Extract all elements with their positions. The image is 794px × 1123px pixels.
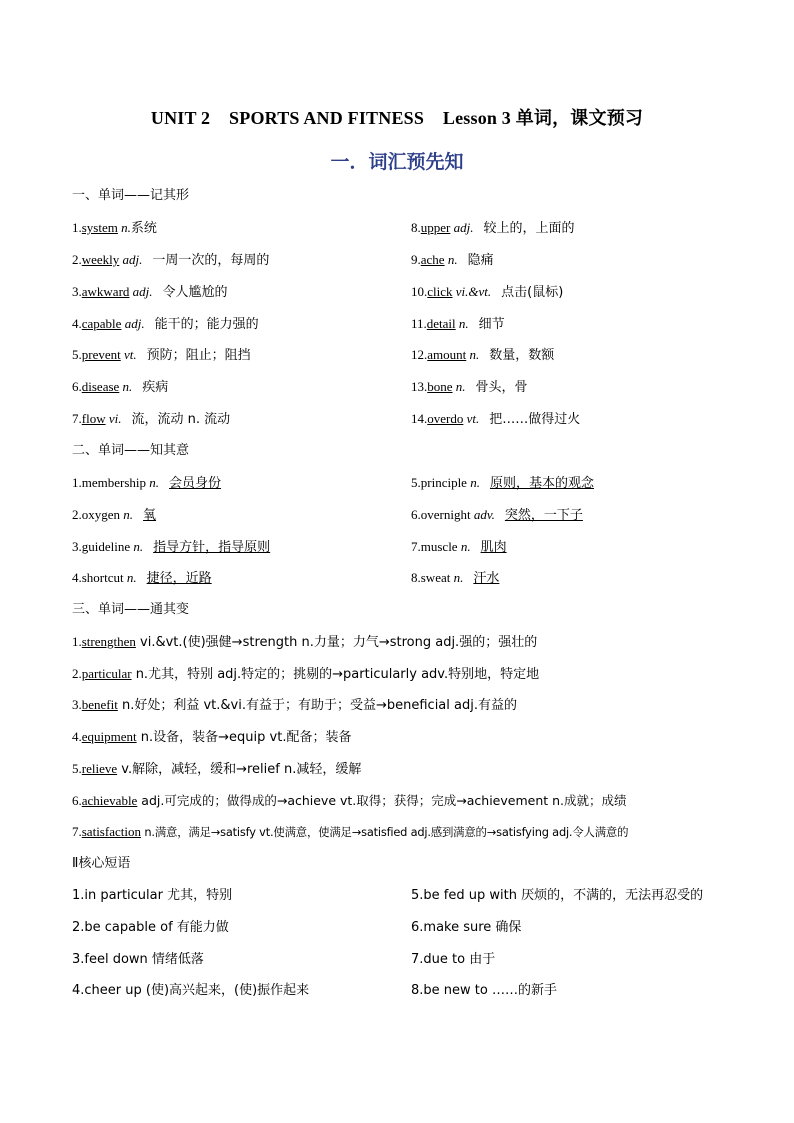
vocab-item: 14.overdo vt. 把……做得过火 [411,411,581,427]
vocab-item: 5.principle n. 原则，基本的观念 [411,475,594,491]
vocab-item: 5.prevent vt. 预防；阻止；阻挡 [72,347,251,363]
phrase-item: 3.feel down 情绪低落 [72,952,204,967]
derivation-item: 7.satisfaction n.满意，满足→satisfy vt.使满意，使满足→satisfied adj.感到满意的→satisfying adj.令人满意的 [72,824,629,839]
derivation-item: 1.strengthen vi.&vt.(使)强健→strength n.力量；力气→strong adj.强的；强壮的 [72,634,538,650]
phrase-item: 2.be capable of 有能力做 [72,920,229,935]
vocab-item: 7.flow vi. 流，流动 n. 流动 [72,411,231,427]
page-title: UNIT 2 SPORTS AND FITNESS Lesson 3 单词，课文预习 [150,108,644,128]
phrase-item: 6.make sure 确保 [411,920,522,935]
phrase-item: 8.be new to ……的新手 [411,983,557,998]
vocab-item: 4.capable adj. 能干的；能力强的 [72,316,259,332]
derivation-item: 6.achievable adj.可完成的；做得成的→achieve vt.取得；获得；完成→achievement n.成就；成绩 [72,793,627,808]
derivation-item: 4.equipment n.设备，装备→equip vt.配备；装备 [72,729,352,745]
vocab-item: 2.weekly adj. 一周一次的，每周的 [72,252,270,268]
derivation-item: 3.benefit n.好处；利益 vt.&vi.有益于；有助于；受益→beneficial adj.有益的 [72,697,517,713]
vocab-item: 3.guideline n. 指导方针，指导原则 [72,539,271,555]
vocab-item: 9.ache n. 隐痛 [411,252,494,268]
vocab-item: 7.muscle n. 肌肉 [411,539,507,555]
vocab-item: 1.membership n. 会员身份 [72,475,222,491]
vocab-item: 2.oxygen n. 氧 [72,507,157,523]
section-title-derivation: 三、单词——通其变 [72,602,190,617]
vocab-item: 12.amount n. 数量，数额 [411,347,555,363]
vocab-item: 8.upper adj. 较上的，上面的 [411,220,575,236]
section-title-phrases: Ⅱ核心短语 [72,856,131,871]
vocab-item: 4.shortcut n. 捷径，近路 [72,570,212,586]
vocab-item: 11.detail n. 细节 [411,316,505,332]
vocab-item: 8.sweat n. 汗水 [411,570,500,586]
section-title-spelling: 一、单词——记其形 [72,188,190,203]
section-heading-vocabulary: 一．词汇预先知 [330,151,464,173]
vocab-item: 6.overnight adv. 突然，一下子 [411,507,583,523]
phrase-item: 4.cheer up (使)高兴起来，(使)振作起来 [72,983,310,998]
phrase-item: 5.be fed up with 厌烦的，不满的，无法再忍受的 [411,888,704,903]
vocab-item: 10.click vi.&vt. 点击(鼠标) [411,284,564,300]
vocab-item: 13.bone n. 骨头，骨 [411,379,528,395]
derivation-item: 2.particular n.尤其，特别 adj.特定的；挑剔的→particularly adv.特别地，特定地 [72,666,540,682]
section-title-meaning: 二、单词——知其意 [72,443,190,458]
phrase-item: 7.due to 由于 [411,952,496,967]
phrase-item: 1.in particular 尤其，特别 [72,888,233,903]
derivation-item: 5.relieve v.解除，减轻，缓和→relief n.减轻，缓解 [72,761,362,777]
vocab-item: 1.system n.系统 [72,220,157,236]
vocab-item: 6.disease n. 疾病 [72,379,169,395]
vocab-item: 3.awkward adj. 令人尴尬的 [72,284,228,300]
